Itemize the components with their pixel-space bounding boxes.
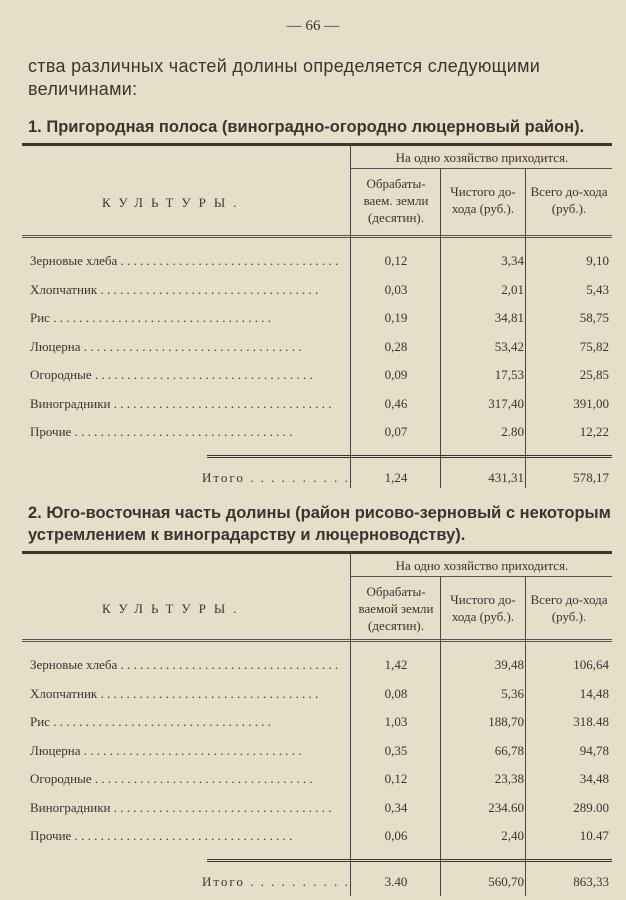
table-row <box>22 396 612 416</box>
net-income: 53,42 <box>494 338 524 354</box>
crop-name: Хлопчатник . . . <box>30 282 350 298</box>
gross-income: 14,48 <box>579 685 609 701</box>
total-row <box>22 874 612 894</box>
intro-text: ства различных частей долины определяется следующими величинами: <box>28 56 541 99</box>
net-income: 2.80 <box>501 424 524 439</box>
gross-income: 5,43 <box>586 281 609 297</box>
col1-header: Обрабаты-ваем. земли (десятин). <box>363 176 429 225</box>
column-rule <box>525 577 526 896</box>
crop-name: Люцерна . . . <box>30 743 350 759</box>
gross-income: 34,48 <box>579 771 609 786</box>
total-land: 3.40 <box>384 873 408 889</box>
gross-income: 58,75 <box>579 310 609 325</box>
gross-income: 25,85 <box>579 367 609 382</box>
header-rule <box>22 235 612 240</box>
table-row <box>22 253 612 273</box>
gross-income: 289.00 <box>573 799 609 815</box>
cultivated-land: 0,28 <box>384 338 408 354</box>
total-label: Итого . . . <box>202 874 352 890</box>
table-row <box>22 743 612 763</box>
crop-name: Хлопчатник . . . <box>30 686 350 702</box>
cultivated-land: 0,19 <box>384 310 408 325</box>
crop-name: Виноградники . . . <box>30 800 350 816</box>
net-income: 23,38 <box>494 771 524 786</box>
gross-income: 94,78 <box>579 742 609 758</box>
total-rule <box>207 859 612 864</box>
crop-name: Огородные . . . <box>30 771 350 787</box>
crop-name: Рис . . . <box>30 310 350 326</box>
total-gross-income: 863,33 <box>573 873 609 889</box>
net-income: 34,81 <box>494 310 524 325</box>
crop-name: Виноградники . . . <box>30 396 350 412</box>
group-header: На одно хозяйство приходится. <box>395 150 569 165</box>
net-income: 317,40 <box>488 395 524 411</box>
group-rule <box>350 168 612 169</box>
net-income: 39,48 <box>494 657 524 672</box>
cultivated-land: 0,12 <box>384 771 408 786</box>
cultivated-land: 0,46 <box>384 395 408 411</box>
gross-income: 106,64 <box>573 657 609 672</box>
net-income: 234.60 <box>488 799 524 815</box>
net-income: 17,53 <box>494 367 524 382</box>
table-row <box>22 367 612 387</box>
total-label: Итого . . . <box>202 470 352 486</box>
group-rule <box>350 576 612 577</box>
table-row <box>22 686 612 706</box>
table-row <box>22 339 612 359</box>
col2-header: Чистого до-хода (руб.). <box>450 592 516 624</box>
crop-name: Зерновые хлеба . . . <box>30 657 350 673</box>
total-row <box>22 470 612 490</box>
cultivated-land: 0,35 <box>384 742 408 758</box>
cultivated-land: 0,09 <box>384 367 408 382</box>
cultivated-land: 0,34 <box>384 799 408 815</box>
top-rule <box>22 143 612 146</box>
table-row <box>22 310 612 330</box>
gross-income: 12,22 <box>579 424 609 439</box>
cultivated-land: 0,08 <box>384 685 408 701</box>
table-1 <box>22 143 612 488</box>
table-1-title: 1. Пригородная полоса (виноградно-огородно люцерновый район). <box>28 118 585 136</box>
table-row <box>22 771 612 791</box>
total-land: 1,24 <box>384 469 408 485</box>
net-income: 66,78 <box>494 742 524 758</box>
table-row <box>22 424 612 444</box>
crop-name: Прочие . . . <box>30 424 350 440</box>
table-row <box>22 657 612 677</box>
column-rule <box>440 577 441 896</box>
net-income: 2,40 <box>501 828 524 843</box>
gross-income: 75,82 <box>579 338 609 354</box>
cultivated-land: 0,06 <box>384 828 408 843</box>
crop-name: Рис . . . <box>30 714 350 730</box>
culture-header: КУЛЬТУРЫ. <box>102 601 245 616</box>
total-net-income: 560,70 <box>488 873 524 889</box>
table-row <box>22 800 612 820</box>
header-rule <box>22 639 612 644</box>
crop-name: Зерновые хлеба . . . <box>30 253 350 269</box>
col1-header: Обрабаты-ваемой земли (десятин). <box>358 584 434 633</box>
table-row <box>22 714 612 734</box>
cultivated-land: 0,03 <box>384 281 408 297</box>
table-2-title: 2. Юго-восточная часть долины (район рисово-зерновый с некоторым устремлением к виноградарству и люцерноводству). <box>28 504 611 544</box>
page-number: — 66 — <box>286 18 340 34</box>
col2-header: Чистого до-хода (руб.). <box>450 184 516 216</box>
col3-header: Всего до-хода (руб.). <box>530 592 608 624</box>
table-row <box>22 828 612 848</box>
total-gross-income: 578,17 <box>573 469 609 485</box>
net-income: 188,70 <box>488 714 524 729</box>
crop-name: Прочие . . . <box>30 828 350 844</box>
net-income: 5,36 <box>501 685 524 701</box>
total-net-income: 431,31 <box>488 469 524 485</box>
group-header: На одно хозяйство приходится. <box>395 558 569 573</box>
table-2 <box>22 551 612 896</box>
cultivated-land: 0,12 <box>384 253 408 268</box>
col3-header: Всего до-хода (руб.). <box>530 184 608 216</box>
top-rule <box>22 551 612 554</box>
culture-header: КУЛЬТУРЫ. <box>102 195 245 210</box>
crop-name: Огородные . . . <box>30 367 350 383</box>
gross-income: 318.48 <box>573 714 609 729</box>
cultivated-land: 1,42 <box>384 657 408 672</box>
crop-name: Люцерна . . . <box>30 339 350 355</box>
net-income: 2,01 <box>501 281 524 297</box>
total-rule <box>207 455 612 460</box>
gross-income: 10.47 <box>579 828 609 843</box>
cultivated-land: 0,07 <box>384 424 408 439</box>
gross-income: 9,10 <box>586 253 609 268</box>
table-row <box>22 282 612 302</box>
gross-income: 391,00 <box>573 395 609 411</box>
cultivated-land: 1,03 <box>384 714 408 729</box>
net-income: 3,34 <box>501 253 524 268</box>
